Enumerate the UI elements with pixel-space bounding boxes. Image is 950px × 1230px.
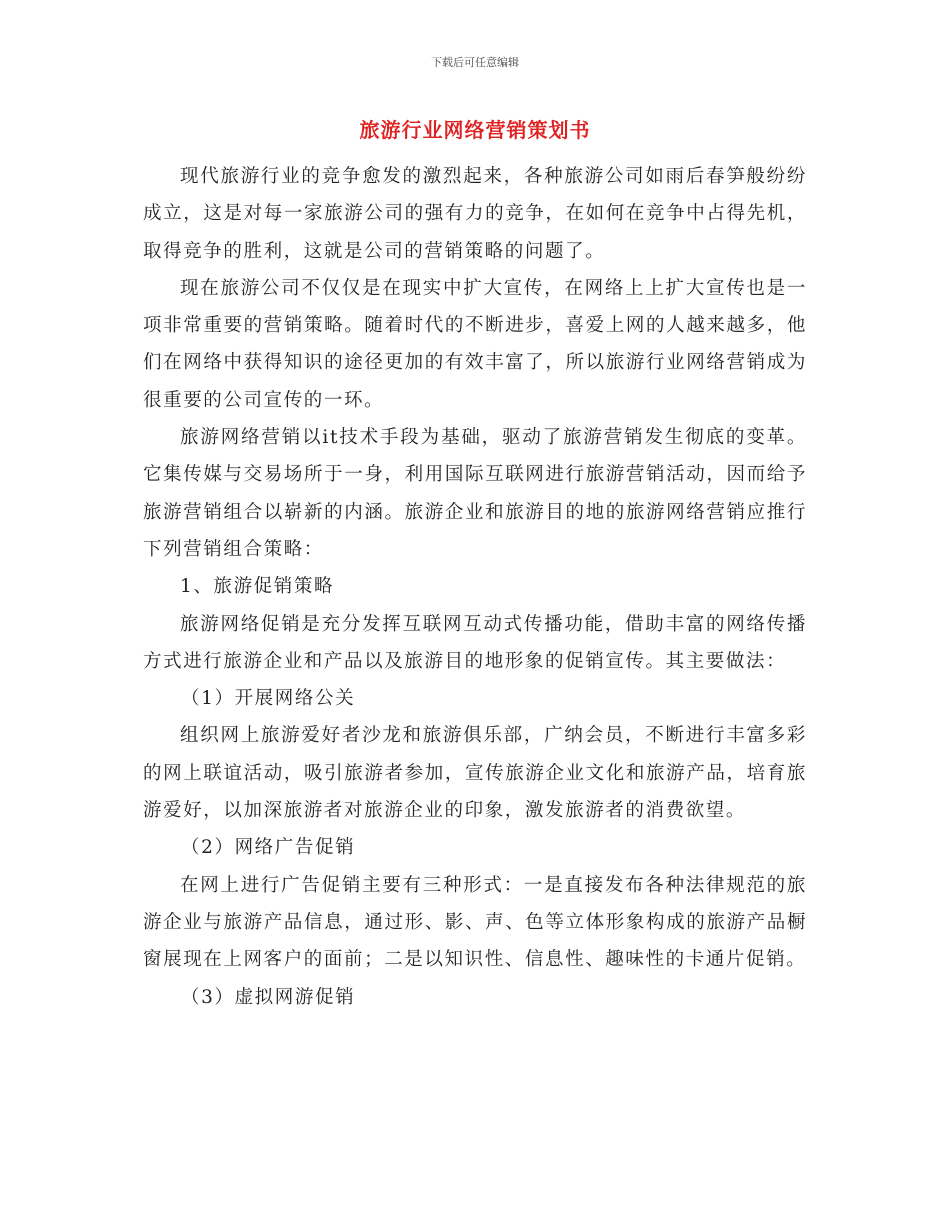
header-note: 下载后可任意编辑 — [431, 56, 519, 69]
paragraph-network-marketing: 旅游网络营销以it技术手段为基础，驱动了旅游营销发生彻底的变革。它集传媒与交易场所于一身，利用国际互联网进行旅游营销活动，因而给予旅游营销组合以崭新的内涵。旅游企业和旅游目的地的旅游网络营销应推行下列营销组合策略： — [143, 427, 807, 560]
subheading-network-pr: （1）开展网络公关 — [181, 688, 356, 710]
subheading-virtual-game-promotion: （3）虚拟网游促销 — [181, 986, 356, 1008]
paragraph-online-promotion: 现在旅游公司不仅仅是在现实中扩大宣传，在网络上上扩大宣传也是一项非常重要的营销策略。随着时代的不断进步，喜爱上网的人越来越多，他们在网络中获得知识的途径更加的有效丰富了，所以旅游行业网络营销成为很重要的公司宣传的一环。 — [143, 277, 807, 411]
document-body — [143, 158, 807, 1016]
subheading-network-ads: （2）网络广告促销 — [181, 837, 356, 859]
paragraph-network-ads: 在网上进行广告促销主要有三种形式：一是直接发布各种法律规范的旅游企业与旅游产品信息，通过形、影、声、色等立体形象构成的旅游产品橱窗展现在上网客户的面前；二是以知识性、信息性、趣味性的卡通片促销。 — [143, 874, 807, 971]
paragraph-intro: 现代旅游行业的竞争愈发的激烈起来，各种旅游公司如雨后春笋般纷纷成立，这是对每一家旅游公司的强有力的竞争，在如何在竞争中占得先机，取得竞争的胜利，这就是公司的营销策略的问题了。 — [143, 166, 807, 262]
paragraph-network-pr: 组织网上旅游爱好者沙龙和旅游俱乐部，广纳会员，不断进行丰富多彩的网上联谊活动，吸引旅游者参加，宣传旅游企业文化和旅游产品，培育旅游爱好，以加深旅游者对旅游企业的印象，激发旅游者的消费欲望。 — [143, 725, 807, 822]
paragraph-promotion-strategy: 旅游网络促销是充分发挥互联网互动式传播功能，借助丰富的网络传播方式进行旅游企业和产品以及旅游目的地形象的促销宣传。其主要做法： — [143, 613, 807, 672]
document-title: 旅游行业网络营销策划书 — [359, 118, 591, 142]
section-heading-promotion-strategy: 1、旅游促销策略 — [180, 576, 335, 598]
